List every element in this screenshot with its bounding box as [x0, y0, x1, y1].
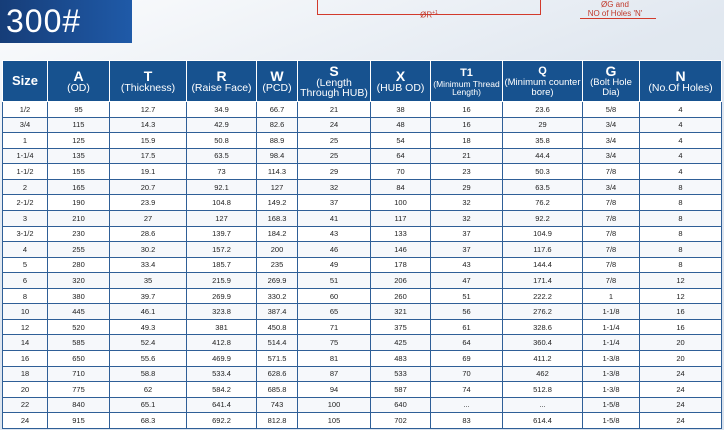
table-row — [3, 288, 722, 304]
cell-q: 29 — [503, 117, 583, 133]
cell-size: 8 — [3, 288, 48, 304]
table-row — [3, 319, 722, 335]
table-row — [3, 304, 722, 320]
cell-x: 375 — [371, 319, 431, 335]
cell-size: 12 — [3, 319, 48, 335]
table-row — [3, 133, 722, 149]
cell-q: 117.6 — [503, 242, 583, 258]
table-body — [3, 102, 722, 429]
cell-n: 4 — [640, 148, 722, 164]
cell-g: 3/4 — [583, 133, 640, 149]
cell-n: 24 — [640, 397, 722, 413]
cell-r: 323.8 — [187, 304, 257, 320]
cell-s: 94 — [298, 382, 371, 398]
cell-t1: 37 — [431, 226, 503, 242]
cell-size: 3/4 — [3, 117, 48, 133]
cell-n: 8 — [640, 257, 722, 273]
cell-size: 18 — [3, 366, 48, 382]
cell-g: 1-1/8 — [583, 304, 640, 320]
header-g — [583, 61, 640, 102]
cell-t: 20.7 — [110, 179, 187, 195]
cell-x: 54 — [371, 133, 431, 149]
cell-s: 100 — [298, 397, 371, 413]
cell-w: 235 — [257, 257, 298, 273]
cell-t1: 51 — [431, 288, 503, 304]
cell-q: 50.3 — [503, 164, 583, 180]
cell-g: 7/8 — [583, 195, 640, 211]
cell-s: 49 — [298, 257, 371, 273]
cell-t: 28.6 — [110, 226, 187, 242]
hole-label-underline — [580, 18, 656, 19]
cell-w: 269.9 — [257, 273, 298, 289]
cell-n: 12 — [640, 273, 722, 289]
cell-w: 628.6 — [257, 366, 298, 382]
cell-a: 115 — [48, 117, 110, 133]
cell-t: 65.1 — [110, 397, 187, 413]
cell-s: 21 — [298, 102, 371, 118]
cell-w: 450.8 — [257, 319, 298, 335]
cell-r: 641.4 — [187, 397, 257, 413]
cell-t1: ... — [431, 397, 503, 413]
cell-s: 25 — [298, 148, 371, 164]
cell-g: 1 — [583, 288, 640, 304]
cell-q: 462 — [503, 366, 583, 382]
cell-r: 412.8 — [187, 335, 257, 351]
cell-q: 512.8 — [503, 382, 583, 398]
cell-w: 387.4 — [257, 304, 298, 320]
cell-s: 105 — [298, 413, 371, 429]
cell-t1: 21 — [431, 148, 503, 164]
cell-w: 66.7 — [257, 102, 298, 118]
hole-label-line-2: NO of Holes 'N' — [587, 9, 643, 18]
header-g-sub: (Bolt Hole Dia) — [590, 77, 632, 98]
cell-g: 5/8 — [583, 102, 640, 118]
cell-x: 117 — [371, 210, 431, 226]
cell-s: 46 — [298, 242, 371, 258]
cell-t1: 83 — [431, 413, 503, 429]
cell-r: 469.9 — [187, 351, 257, 367]
cell-q: 171.4 — [503, 273, 583, 289]
cell-t1: 18 — [431, 133, 503, 149]
header-q-sub: (Minimum counter bore) — [504, 77, 581, 98]
cell-q: 44.4 — [503, 148, 583, 164]
cell-x: 70 — [371, 164, 431, 180]
cell-t: 19.1 — [110, 164, 187, 180]
cell-s: 29 — [298, 164, 371, 180]
header-q-label: Q — [538, 65, 547, 77]
cell-s: 51 — [298, 273, 371, 289]
cell-g: 1-1/4 — [583, 335, 640, 351]
cell-x: 640 — [371, 397, 431, 413]
cell-r: 269.9 — [187, 288, 257, 304]
cell-n: 20 — [640, 351, 722, 367]
cell-x: 260 — [371, 288, 431, 304]
cell-x: 533 — [371, 366, 431, 382]
cell-x: 206 — [371, 273, 431, 289]
cell-a: 255 — [48, 242, 110, 258]
cell-a: 165 — [48, 179, 110, 195]
cell-t: 35 — [110, 273, 187, 289]
table-row — [3, 117, 722, 133]
cell-size: 1 — [3, 133, 48, 149]
cell-a: 95 — [48, 102, 110, 118]
cell-s: 65 — [298, 304, 371, 320]
cell-x: 133 — [371, 226, 431, 242]
cell-n: 8 — [640, 210, 722, 226]
table-header-row — [3, 61, 722, 102]
cell-s: 25 — [298, 133, 371, 149]
cell-x: 100 — [371, 195, 431, 211]
cell-s: 24 — [298, 117, 371, 133]
cell-a: 280 — [48, 257, 110, 273]
cell-w: 743 — [257, 397, 298, 413]
header-w — [257, 61, 298, 102]
header-r — [187, 61, 257, 102]
cell-t: 68.3 — [110, 413, 187, 429]
cell-t1: 16 — [431, 117, 503, 133]
cell-a: 445 — [48, 304, 110, 320]
cell-g: 1-3/8 — [583, 351, 640, 367]
cell-t: 62 — [110, 382, 187, 398]
header-a-label: A — [73, 68, 84, 84]
header-r-sub: (Raise Face) — [191, 82, 252, 94]
diagram-dimension-tick — [317, 0, 318, 15]
header-g-label: G — [605, 63, 617, 79]
cell-t1: 16 — [431, 102, 503, 118]
hole-label-line-1: ØG and — [600, 0, 629, 9]
cell-t: 49.3 — [110, 319, 187, 335]
cell-w: 127 — [257, 179, 298, 195]
header-x-sub: (HUB OD) — [376, 82, 425, 94]
cell-w: 571.5 — [257, 351, 298, 367]
cell-n: 24 — [640, 382, 722, 398]
cell-n: 8 — [640, 226, 722, 242]
cell-n: 24 — [640, 366, 722, 382]
cell-n: 4 — [640, 102, 722, 118]
cell-a: 520 — [48, 319, 110, 335]
table-row — [3, 257, 722, 273]
header-n-label: N — [675, 68, 686, 84]
diagram-dimension-tick — [540, 0, 541, 15]
cell-s: 87 — [298, 366, 371, 382]
cell-n: 16 — [640, 304, 722, 320]
cell-w: 88.9 — [257, 133, 298, 149]
cell-t1: 32 — [431, 195, 503, 211]
cell-t1: 56 — [431, 304, 503, 320]
cell-t: 46.1 — [110, 304, 187, 320]
cell-t1: 69 — [431, 351, 503, 367]
cell-size: 2 — [3, 179, 48, 195]
cell-t: 52.4 — [110, 335, 187, 351]
cell-x: 587 — [371, 382, 431, 398]
cell-s: 75 — [298, 335, 371, 351]
cell-t1: 23 — [431, 164, 503, 180]
cell-s: 32 — [298, 179, 371, 195]
cell-t: 15.9 — [110, 133, 187, 149]
cell-t1: 61 — [431, 319, 503, 335]
table-row — [3, 366, 722, 382]
cell-w: 98.4 — [257, 148, 298, 164]
cell-g: 1-1/4 — [583, 319, 640, 335]
cell-g: 3/4 — [583, 179, 640, 195]
cell-s: 81 — [298, 351, 371, 367]
table-row — [3, 102, 722, 118]
header-a — [48, 61, 110, 102]
cell-r: 533.4 — [187, 366, 257, 382]
radius-label-text: ØR — [420, 10, 433, 20]
cell-w: 184.2 — [257, 226, 298, 242]
table-row — [3, 242, 722, 258]
cell-t: 39.7 — [110, 288, 187, 304]
cell-g: 1-3/8 — [583, 366, 640, 382]
cell-g: 7/8 — [583, 257, 640, 273]
cell-w: 812.8 — [257, 413, 298, 429]
cell-t: 30.2 — [110, 242, 187, 258]
cell-size: 20 — [3, 382, 48, 398]
cell-a: 135 — [48, 148, 110, 164]
cell-w: 200 — [257, 242, 298, 258]
cell-n: 4 — [640, 117, 722, 133]
radius-label-sup: +1 — [432, 10, 438, 16]
cell-x: 84 — [371, 179, 431, 195]
cell-q: ... — [503, 397, 583, 413]
cell-s: 37 — [298, 195, 371, 211]
cell-r: 42.9 — [187, 117, 257, 133]
table-row — [3, 273, 722, 289]
cell-r: 127 — [187, 210, 257, 226]
radius-label — [404, 9, 454, 20]
cell-a: 230 — [48, 226, 110, 242]
cell-q: 411.2 — [503, 351, 583, 367]
cell-w: 514.4 — [257, 335, 298, 351]
header-x — [371, 61, 431, 102]
cell-x: 146 — [371, 242, 431, 258]
header-t1-label: T1 — [460, 66, 473, 79]
cell-size: 2-1/2 — [3, 195, 48, 211]
cell-a: 650 — [48, 351, 110, 367]
cell-x: 38 — [371, 102, 431, 118]
cell-size: 22 — [3, 397, 48, 413]
cell-r: 381 — [187, 319, 257, 335]
cell-a: 125 — [48, 133, 110, 149]
cell-r: 139.7 — [187, 226, 257, 242]
cell-q: 76.2 — [503, 195, 583, 211]
cell-n: 4 — [640, 164, 722, 180]
cell-g: 1-5/8 — [583, 397, 640, 413]
cell-r: 185.7 — [187, 257, 257, 273]
cell-size: 3-1/2 — [3, 226, 48, 242]
table-row — [3, 382, 722, 398]
cell-size: 14 — [3, 335, 48, 351]
header-w-sub: (PCD) — [262, 82, 292, 94]
header-size-label: Size — [11, 73, 38, 88]
cell-t1: 64 — [431, 335, 503, 351]
cell-r: 73 — [187, 164, 257, 180]
table-row — [3, 179, 722, 195]
cell-q: 328.6 — [503, 319, 583, 335]
cell-q: 614.4 — [503, 413, 583, 429]
cell-t: 17.5 — [110, 148, 187, 164]
cell-size: 1/2 — [3, 102, 48, 118]
cell-n: 16 — [640, 319, 722, 335]
hole-label — [570, 0, 660, 18]
cell-a: 380 — [48, 288, 110, 304]
cell-a: 210 — [48, 210, 110, 226]
cell-w: 114.3 — [257, 164, 298, 180]
cell-w: 82.6 — [257, 117, 298, 133]
cell-q: 92.2 — [503, 210, 583, 226]
cell-r: 104.8 — [187, 195, 257, 211]
pressure-class-badge: 300# — [0, 0, 132, 43]
header-t1 — [431, 61, 503, 102]
table-row — [3, 351, 722, 367]
cell-t: 14.3 — [110, 117, 187, 133]
cell-size: 16 — [3, 351, 48, 367]
cell-r: 92.1 — [187, 179, 257, 195]
cell-r: 34.9 — [187, 102, 257, 118]
cell-w: 168.3 — [257, 210, 298, 226]
cell-r: 692.2 — [187, 413, 257, 429]
cell-n: 20 — [640, 335, 722, 351]
cell-s: 41 — [298, 210, 371, 226]
cell-t1: 37 — [431, 242, 503, 258]
cell-r: 63.5 — [187, 148, 257, 164]
cell-size: 1-1/2 — [3, 164, 48, 180]
cell-n: 8 — [640, 179, 722, 195]
cell-q: 360.4 — [503, 335, 583, 351]
header-q — [503, 61, 583, 102]
cell-a: 775 — [48, 382, 110, 398]
table-row — [3, 164, 722, 180]
header-n — [640, 61, 722, 102]
cell-a: 585 — [48, 335, 110, 351]
cell-t: 55.6 — [110, 351, 187, 367]
cell-g: 7/8 — [583, 226, 640, 242]
header-s-label: S — [329, 63, 339, 79]
cell-x: 178 — [371, 257, 431, 273]
table-row — [3, 226, 722, 242]
cell-g: 7/8 — [583, 164, 640, 180]
cell-g: 7/8 — [583, 210, 640, 226]
header-w-label: W — [270, 68, 284, 84]
cell-g: 7/8 — [583, 273, 640, 289]
cell-size: 5 — [3, 257, 48, 273]
cell-s: 71 — [298, 319, 371, 335]
cell-x: 64 — [371, 148, 431, 164]
header-t-sub: (Thickness) — [120, 82, 176, 94]
cell-a: 840 — [48, 397, 110, 413]
cell-q: 276.2 — [503, 304, 583, 320]
cell-q: 23.6 — [503, 102, 583, 118]
table-row — [3, 148, 722, 164]
header-t-label: T — [143, 68, 153, 84]
cell-t: 23.9 — [110, 195, 187, 211]
cell-a: 320 — [48, 273, 110, 289]
cell-r: 215.9 — [187, 273, 257, 289]
cell-t1: 74 — [431, 382, 503, 398]
cell-g: 1-5/8 — [583, 413, 640, 429]
table-row — [3, 397, 722, 413]
cell-n: 24 — [640, 413, 722, 429]
cell-n: 8 — [640, 242, 722, 258]
cell-size: 4 — [3, 242, 48, 258]
cell-w: 685.8 — [257, 382, 298, 398]
cell-size: 3 — [3, 210, 48, 226]
cell-t1: 43 — [431, 257, 503, 273]
cell-t1: 47 — [431, 273, 503, 289]
header-a-sub: (OD) — [67, 82, 90, 94]
header-t — [110, 61, 187, 102]
cell-r: 584.2 — [187, 382, 257, 398]
cell-a: 155 — [48, 164, 110, 180]
cell-n: 8 — [640, 195, 722, 211]
cell-t1: 70 — [431, 366, 503, 382]
cell-s: 43 — [298, 226, 371, 242]
cell-n: 4 — [640, 133, 722, 149]
cell-a: 710 — [48, 366, 110, 382]
cell-t1: 29 — [431, 179, 503, 195]
cell-x: 483 — [371, 351, 431, 367]
cell-r: 50.8 — [187, 133, 257, 149]
header-s — [298, 61, 371, 102]
cell-t: 12.7 — [110, 102, 187, 118]
cell-q: 63.5 — [503, 179, 583, 195]
cell-n: 12 — [640, 288, 722, 304]
cell-size: 1-1/4 — [3, 148, 48, 164]
cell-x: 48 — [371, 117, 431, 133]
cell-w: 330.2 — [257, 288, 298, 304]
cell-q: 222.2 — [503, 288, 583, 304]
table-row — [3, 335, 722, 351]
cell-s: 60 — [298, 288, 371, 304]
cell-t: 27 — [110, 210, 187, 226]
cell-g: 1-3/8 — [583, 382, 640, 398]
header-x-label: X — [395, 68, 406, 84]
cell-x: 321 — [371, 304, 431, 320]
cell-size: 10 — [3, 304, 48, 320]
cell-q: 104.9 — [503, 226, 583, 242]
header-size — [3, 61, 48, 102]
header-t1-sub: (Minimum Thread Length) — [433, 78, 500, 97]
table-row — [3, 413, 722, 429]
cell-q: 144.4 — [503, 257, 583, 273]
cell-r: 157.2 — [187, 242, 257, 258]
cell-size: 24 — [3, 413, 48, 429]
cell-g: 3/4 — [583, 148, 640, 164]
cell-g: 7/8 — [583, 242, 640, 258]
cell-a: 190 — [48, 195, 110, 211]
flange-dimensions-table — [2, 60, 722, 429]
cell-size: 6 — [3, 273, 48, 289]
header-r-label: R — [216, 68, 227, 84]
cell-t1: 32 — [431, 210, 503, 226]
cell-w: 149.2 — [257, 195, 298, 211]
cell-x: 702 — [371, 413, 431, 429]
header-n-sub: (No.Of Holes) — [648, 82, 713, 94]
cell-g: 3/4 — [583, 117, 640, 133]
cell-q: 35.8 — [503, 133, 583, 149]
table-row — [3, 210, 722, 226]
header-s-sub: (Length Through HUB) — [300, 77, 368, 99]
cell-a: 915 — [48, 413, 110, 429]
table-row — [3, 195, 722, 211]
cell-t: 33.4 — [110, 257, 187, 273]
cell-x: 425 — [371, 335, 431, 351]
cell-t: 58.8 — [110, 366, 187, 382]
